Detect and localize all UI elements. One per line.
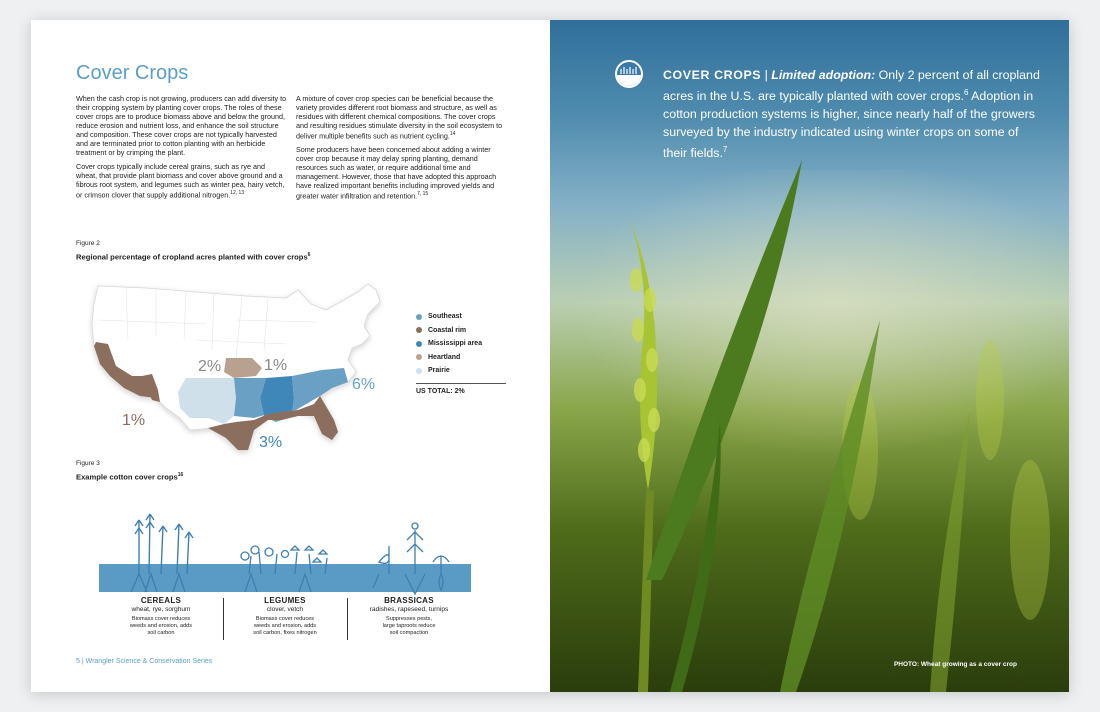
label-southeast: 6%: [352, 376, 376, 393]
category-divider: [223, 598, 224, 640]
text-column-2: [296, 94, 507, 206]
us-cover-crop-map: [86, 280, 386, 460]
photo-credit: PHOTO: Wheat growing as a cover crop: [893, 661, 1017, 668]
figure3-label: Figure 3: [76, 460, 100, 467]
paragraph: A mixture of cover crop species can be beneficial because the variety provides different root biomass and structure, as well as residues with different chemical compositions. The cover crops and resulting residues stimulate diversity in the soil ecosystem to deliver multiple benefits such as nutrient cycling.$^{14}$: [296, 94, 503, 141]
legend-dot: [416, 341, 422, 347]
category-brassicas: BRASSICAS radishes, rapeseed, turnips Suppresses pests, large taproots reduce soil compaction: [369, 596, 449, 636]
text-column-1: [76, 94, 287, 204]
label-prairie: 2%: [198, 358, 222, 375]
page-footer: 5 | Wrangler Science & Conservation Series: [76, 658, 213, 665]
legend-item: Southeast: [416, 310, 506, 324]
footnote-ref: 7, 15: [417, 191, 429, 198]
legend-dot: [416, 314, 422, 320]
footnote-ref: 12, 13: [230, 190, 245, 196]
legend-item: Mississippi area: [416, 337, 506, 351]
legend-item: Heartland: [416, 351, 506, 365]
label-coastal-rim: 1%: [122, 412, 146, 429]
label-heartland: 1%: [264, 357, 288, 374]
legend-item: Prairie: [416, 364, 506, 378]
figure3-title: Example cotton cover crops$^{16}$: [76, 472, 184, 482]
page-title: Cover Crops: [76, 62, 189, 84]
paragraph: Cover crops typically include cereal grains, such as rye and wheat, that provide plant biomass and cover above ground and a fibrous root system, and legumes such as winter pea, hairy vetch, or crimson clover that supply additional nitrogen.$^{12, 13}$: [76, 162, 285, 200]
footnote-ref: 14: [449, 131, 456, 137]
figure2-label: Figure 2: [76, 240, 100, 247]
map-legend: [416, 310, 506, 395]
legend-dot: [416, 354, 422, 360]
paragraph: When the cash crop is not growing, producers can add diversity to their cropping system by planting cover crops. The roles of these cover crops are to produce biomass above and below the ground, reduce erosion and nutrient loss, and enhance the soil structure and composition. These cover crops are not typically harvested and are terminated prior to cotton planting with an herbicide treatment or by crimping the plant.: [76, 94, 287, 157]
us-total: US TOTAL: 2%: [416, 387, 465, 395]
category-divider: [347, 598, 348, 640]
cover-crop-illustration: [99, 500, 471, 596]
cover-crops-badge-icon: [615, 60, 643, 88]
category-cereals: CEREALS wheat, rye, sorghum Biomass cover reduces weeds and erosion, adds soil carbon: [129, 596, 193, 636]
callout-text: COVER CROPS | Limited adoption: Only 2 percent of all cropland acres in the U.S. are typically planted with cover crops.$^6$ Adoption in cotton production systems is higher, since nearly half of the growers surveyed by the industry indicated using winter crops on some of their fields.$^7$: [663, 68, 1040, 161]
legend-dot: [416, 327, 422, 333]
label-mississippi: 3%: [259, 434, 283, 451]
legend-divider: [416, 383, 506, 384]
legend-item: Coastal rim: [416, 324, 506, 338]
figure2-title: Regional percentage of cropland acres planted with cover crops$^6$: [76, 252, 311, 262]
left-page: [31, 20, 550, 692]
legend-dot: [416, 368, 422, 374]
paragraph: Some producers have been concerned about adding a winter cover crop because it may delay spring planting, demand resources such as water, or require additional time and management. However, those that have adopted this approach have realized important benefits including improved yields and greater water infiltration and retention.$^{7, 15}$: [296, 145, 497, 201]
category-legumes: LEGUMES clover, vetch Biomass cover reduces weeds and erosion, adds soil carbon, fixes nitrogen: [253, 596, 317, 636]
right-page: [550, 20, 1069, 692]
